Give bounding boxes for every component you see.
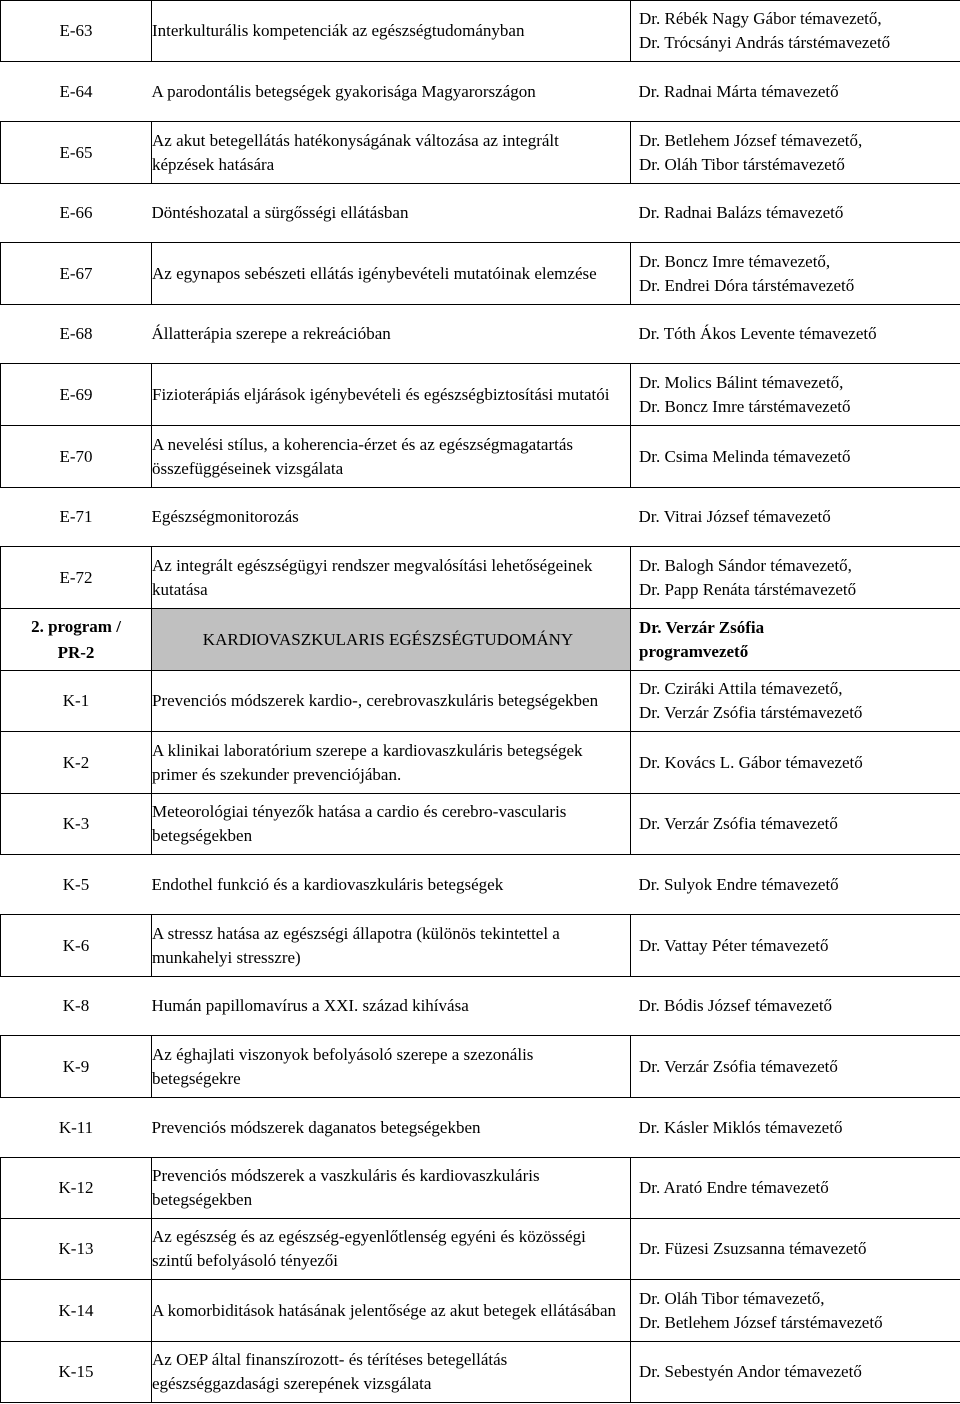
- topic-title: Meteorológiai tényezők hatása a cardio és cerebro-vascularis betegségekben: [152, 794, 631, 855]
- topic-supervisor: Dr. Molics Bálint témavezető, Dr. Boncz Imre társtémavezető: [631, 364, 960, 426]
- table-row: [1, 915, 960, 977]
- topic-code: K-13: [1, 1219, 152, 1280]
- table-row: [1, 62, 960, 122]
- table-row: [1, 243, 960, 305]
- table-row: [1, 184, 960, 243]
- table-row: [1, 671, 960, 732]
- topic-title: Az OEP által finanszírozott- és térítéses betegellátás egészséggazdasági szerepének vizsgálata: [152, 1342, 631, 1403]
- topic-supervisor: Dr. Radnai Balázs témavezető: [638, 203, 844, 222]
- table-row: [1, 1219, 960, 1280]
- topic-title: Az egészség és az egészség-egyenlőtlenség egyéni és közösségi szintű befolyásoló tényezői: [152, 1219, 631, 1280]
- topic-title: Humán papillomavírus a XXI. század kihívása: [151, 996, 469, 1015]
- topic-supervisor: Dr. Füzesi Zsuzsanna témavezető: [631, 1219, 960, 1280]
- topic-supervisor: Dr. Vitrai József témavezető: [638, 507, 831, 526]
- topic-code: E-64: [59, 81, 93, 101]
- topic-title: A klinikai laboratórium szerepe a kardiovaszkuláris betegségek primer és szekunder prevenciójában.: [152, 732, 631, 794]
- topic-title: Döntéshozatal a sürgősségi ellátásban: [151, 203, 409, 222]
- topic-title: A stressz hatása az egészségi állapotra (különös tekintettel a munkahelyi stresszre): [152, 915, 631, 977]
- topic-supervisor: Dr. Sulyok Endre témavezető: [638, 874, 839, 894]
- topic-code: K-1: [1, 671, 152, 732]
- table-row: [1, 305, 960, 364]
- topic-code: K-14: [1, 1280, 152, 1342]
- program-header-row: [1, 609, 960, 671]
- topic-title: Interkulturális kompetenciák az egészségtudományban: [152, 1, 631, 62]
- topic-supervisor: Dr. Kásler Miklós témavezető: [638, 1117, 843, 1137]
- topic-title: Prevenciós módszerek kardio-, cerebrovaszkuláris betegségekben: [152, 671, 631, 732]
- table-row: [1, 547, 960, 609]
- topic-supervisor: Dr. Rébék Nagy Gábor témavezető, Dr. Trócsányi András társtémavezető: [631, 1, 960, 62]
- topic-code: K-15: [1, 1342, 152, 1403]
- topic-code: K-8: [62, 996, 90, 1015]
- table-row: [1, 1036, 960, 1098]
- topic-title: Az egynapos sebészeti ellátás igénybevételi mutatóinak elemzése: [152, 243, 631, 305]
- table-row: [1, 1280, 960, 1342]
- table-row: [1, 732, 960, 794]
- topic-code: K-5: [62, 874, 90, 894]
- topic-code: K-12: [1, 1158, 152, 1219]
- topic-title: Fizioterápiás eljárások igénybevételi és egészségbiztosítási mutatói: [152, 364, 631, 426]
- table-row: [1, 1, 960, 62]
- topic-supervisor: Dr. Kovács L. Gábor témavezető: [631, 732, 960, 794]
- topic-code: E-69: [1, 364, 152, 426]
- table-row: [1, 488, 960, 547]
- topic-supervisor: Dr. Vattay Péter témavezető: [631, 915, 960, 977]
- table-row: [1, 794, 960, 855]
- topic-supervisor: Dr. Balogh Sándor témavezető, Dr. Papp Renáta társtémavezető: [631, 547, 960, 609]
- topic-title: Endothel funkció és a kardiovaszkuláris betegségek: [151, 874, 504, 894]
- table-body: [1, 1, 960, 1403]
- topic-title: Az akut betegellátás hatékonyságának változása az integrált képzések hatására: [152, 122, 631, 184]
- topic-code: E-71: [59, 507, 93, 526]
- topic-title: KARDIOVASZKULARIS EGÉSZSÉGTUDOMÁNY: [152, 609, 631, 671]
- table-row: [1, 426, 960, 488]
- topic-title: Az integrált egészségügyi rendszer megvalósítási lehetőségeinek kutatása: [152, 547, 631, 609]
- topic-supervisor: Dr. Tóth Ákos Levente témavezető: [638, 324, 877, 343]
- table-row: [1, 977, 960, 1036]
- topic-supervisor: Dr. Sebestyén Andor témavezető: [631, 1342, 960, 1403]
- topic-code: K-9: [1, 1036, 152, 1098]
- topic-supervisor: Dr. Csima Melinda témavezető: [631, 426, 960, 488]
- topic-supervisor: Dr. Oláh Tibor témavezető, Dr. Betlehem József társtémavezető: [631, 1280, 960, 1342]
- topic-supervisor: Dr. Verzár Zsófia témavezető: [631, 794, 960, 855]
- topic-title: A nevelési stílus, a koherencia-érzet és az egészségmagatartás összefüggéseinek vizsgálata: [152, 426, 631, 488]
- topic-code: E-68: [59, 324, 93, 343]
- topic-code: K-11: [58, 1117, 94, 1137]
- topic-code: E-67: [1, 243, 152, 305]
- topic-supervisor: Dr. Betlehem József témavezető, Dr. Oláh Tibor társtémavezető: [631, 122, 960, 184]
- topic-code: K-2: [1, 732, 152, 794]
- topic-supervisor: Dr. Radnai Márta témavezető: [638, 81, 839, 101]
- topic-title: Egészségmonitorozás: [151, 507, 299, 526]
- topic-code: 2. program / PR-2: [1, 609, 152, 671]
- topic-title: A parodontális betegségek gyakorisága Magyarországon: [151, 81, 536, 101]
- topic-supervisor: Dr. Verzár Zsófia témavezető: [631, 1036, 960, 1098]
- topic-title: Az éghajlati viszonyok befolyásoló szerepe a szezonális betegségekre: [152, 1036, 631, 1098]
- topic-code: E-63: [1, 1, 152, 62]
- topic-title: Állatterápia szerepe a rekreációban: [151, 324, 391, 343]
- topic-code: E-70: [1, 426, 152, 488]
- topic-supervisor: Dr. Cziráki Attila témavezető, Dr. Verzár Zsófia társtémavezető: [631, 671, 960, 732]
- topic-supervisor: Dr. Boncz Imre témavezető, Dr. Endrei Dóra társtémavezető: [631, 243, 960, 305]
- topic-code: E-65: [1, 122, 152, 184]
- table-row: [1, 1098, 960, 1158]
- table-row: [1, 855, 960, 915]
- topic-code: K-6: [1, 915, 152, 977]
- topic-title: Prevenciós módszerek a vaszkuláris és kardiovaszkuláris betegségekben: [152, 1158, 631, 1219]
- table-row: [1, 122, 960, 184]
- topic-title: Prevenciós módszerek daganatos betegségekben: [151, 1117, 481, 1137]
- topic-code: E-66: [59, 203, 93, 222]
- topic-code: K-3: [1, 794, 152, 855]
- topic-code: E-72: [1, 547, 152, 609]
- table-row: [1, 1342, 960, 1403]
- topic-supervisor: Dr. Bódis József témavezető: [638, 996, 833, 1015]
- topic-supervisor: Dr. Arató Endre témavezető: [631, 1158, 960, 1219]
- topic-title: A komorbiditások hatásának jelentősége az akut betegek ellátásában: [152, 1280, 631, 1342]
- table-row: [1, 364, 960, 426]
- table-row: [1, 1158, 960, 1219]
- topic-supervisor: Dr. Verzár Zsófia programvezető: [631, 609, 960, 671]
